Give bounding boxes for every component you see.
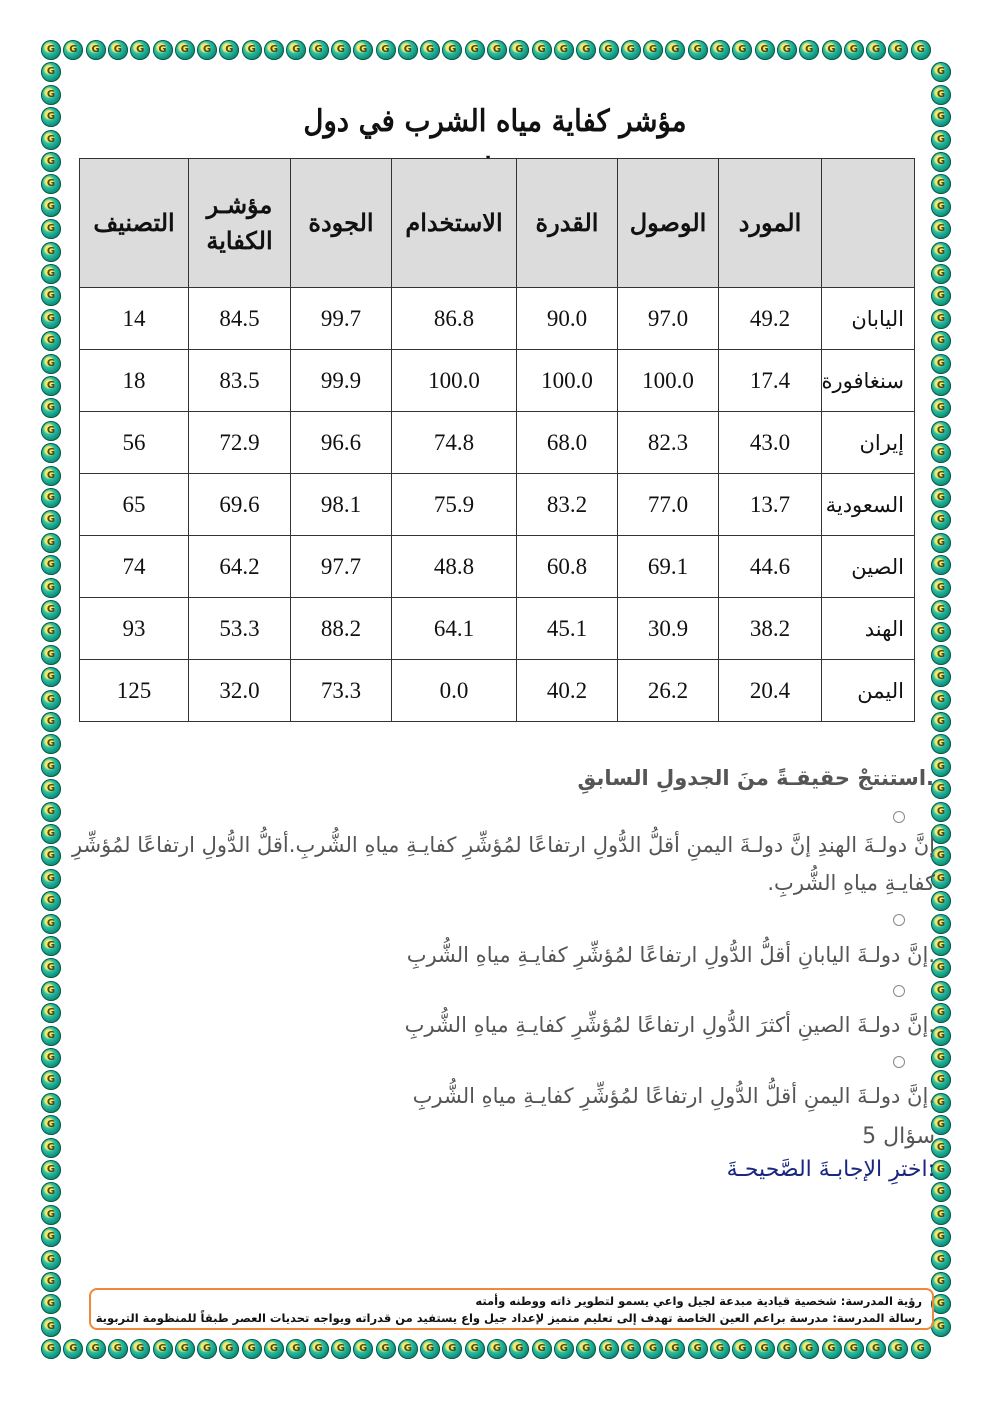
bead-ornament-icon [41,846,61,866]
bead-ornament-icon [41,354,61,374]
country-cell: اليمن [822,660,915,722]
bead-ornament-icon [41,1026,61,1046]
bead-ornament-icon [732,1339,752,1359]
bead-ornament-icon [799,40,819,60]
bead-ornament-icon [665,40,685,60]
value-cell: 74.8 [392,412,517,474]
value-cell: 73.3 [291,660,392,722]
bead-ornament-icon [465,40,485,60]
bead-ornament-icon [41,802,61,822]
option-radio-3[interactable] [893,985,905,997]
country-cell: الصين [822,536,915,598]
value-cell: 100.0 [392,350,517,412]
bead-ornament-icon [688,1339,708,1359]
value-cell: 60.8 [517,536,618,598]
bead-ornament-icon [41,264,61,284]
bead-ornament-icon [509,40,529,60]
value-cell: 64.1 [392,598,517,660]
column-header-sufficiency-index: مؤشـر الكفاية [189,159,291,288]
table-row [80,412,915,474]
bead-ornament-icon [931,690,951,710]
bead-ornament-icon [931,152,951,172]
value-cell: 49.2 [719,288,822,350]
country-cell: اليابان [822,288,915,350]
value-cell: 65 [80,474,189,536]
bead-ornament-icon [931,264,951,284]
bead-ornament-icon [888,1339,908,1359]
value-cell: 18 [80,350,189,412]
bead-ornament-icon [643,1339,663,1359]
bead-ornament-icon [911,40,931,60]
value-cell: 43.0 [719,412,822,474]
bead-ornament-icon [219,40,239,60]
table-row [80,598,915,660]
table-body [80,288,915,722]
bead-ornament-icon [931,1205,951,1225]
bead-ornament-icon [931,107,951,127]
bead-ornament-icon [442,40,462,60]
bead-ornament-icon [866,1339,886,1359]
value-cell: 56 [80,412,189,474]
bead-ornament-icon [866,40,886,60]
value-cell: 69.6 [189,474,291,536]
bead-ornament-icon [710,40,730,60]
bead-ornament-icon [931,533,951,553]
bead-ornament-icon [755,1339,775,1359]
bead-ornament-icon [41,533,61,553]
bead-ornament-icon [931,398,951,418]
bead-ornament-icon [376,1339,396,1359]
table-row [80,350,915,412]
bead-ornament-icon [41,107,61,127]
bead-ornament-icon [931,600,951,620]
bead-ornament-icon [41,488,61,508]
bead-ornament-icon [41,1115,61,1135]
value-cell: 64.2 [189,536,291,598]
bead-ornament-icon [777,40,797,60]
value-cell: 38.2 [719,598,822,660]
bead-ornament-icon [931,466,951,486]
value-cell: 99.7 [291,288,392,350]
column-header-resource: المورد [719,159,822,288]
bead-ornament-icon [41,690,61,710]
bead-ornament-icon [130,1339,150,1359]
value-cell: 30.9 [618,598,719,660]
bead-ornament-icon [41,891,61,911]
country-cell: سنغافورة [822,350,915,412]
bead-ornament-icon [41,779,61,799]
bead-ornament-icon [732,40,752,60]
bead-ornament-icon [931,645,951,665]
bead-ornament-icon [264,1339,284,1359]
value-cell: 97.7 [291,536,392,598]
bead-ornament-icon [286,40,306,60]
bead-ornament-icon [41,757,61,777]
value-cell: 45.1 [517,598,618,660]
bead-ornament-icon [41,331,61,351]
bead-ornament-icon [931,981,951,1001]
bead-ornament-icon [86,1339,106,1359]
bead-ornament-icon [41,734,61,754]
bead-ornament-icon [688,40,708,60]
bead-ornament-icon [599,1339,619,1359]
bead-ornament-icon [487,40,507,60]
bead-ornament-icon [264,40,284,60]
bead-ornament-icon [554,40,574,60]
bead-ornament-icon [41,197,61,217]
bead-ornament-icon [41,174,61,194]
value-cell: 90.0 [517,288,618,350]
page-title: مؤشر كفاية مياه الشرب في دول [303,104,687,139]
bead-ornament-icon [931,1317,951,1337]
bead-ornament-icon [420,1339,440,1359]
bead-ornament-icon [353,40,373,60]
school-vision: رؤية المدرسة: شخصية قيادية مبدعة لجيل واعي يسمو لتطوير ذاته ووطنه وأمته [475,1294,922,1308]
bead-ornament-icon [331,1339,351,1359]
bead-ornament-icon [242,1339,262,1359]
column-header-access: الوصول [618,159,719,288]
bead-ornament-icon [41,1048,61,1068]
value-cell: 72.9 [189,412,291,474]
bead-ornament-icon [931,1250,951,1270]
bead-ornament-icon [931,421,951,441]
value-cell: 13.7 [719,474,822,536]
bead-ornament-icon [487,1339,507,1359]
bead-ornament-icon [175,40,195,60]
value-cell: 26.2 [618,660,719,722]
bead-ornament-icon [153,1339,173,1359]
bead-ornament-icon [822,40,842,60]
bead-ornament-icon [931,174,951,194]
bead-ornament-icon [576,1339,596,1359]
value-cell: 0.0 [392,660,517,722]
bead-ornament-icon [41,1093,61,1113]
bead-ornament-icon [108,1339,128,1359]
bead-ornament-icon [41,1138,61,1158]
bead-ornament-icon [554,1339,574,1359]
bead-ornament-icon [931,197,951,217]
column-header-capacity: القدرة [517,159,618,288]
school-mission: رسالة المدرسة: مدرسة براعم العين الخاصة تهدف إلى تعليم متميز لإعداد جيل واع يستفيد من قدراته ويواجه تحديات العصر طبقاً للمنظومة التربوية [95,1311,922,1325]
bead-ornament-icon [931,354,951,374]
bead-ornament-icon [931,443,951,463]
bead-ornament-icon [41,421,61,441]
answer-option-3[interactable]: .إنَّ دولـةَ الصينِ أكثرَ الدُّولِ ارتفاعًا لمُؤشِّرِ كفايـةِ مياهِ الشُّربِ [404,1013,935,1037]
bead-ornament-icon [41,130,61,150]
bead-ornament-icon [398,40,418,60]
bead-ornament-icon [41,286,61,306]
bead-ornament-icon [86,40,106,60]
bead-ornament-icon [931,309,951,329]
table-header-row [80,159,915,288]
country-cell: الهند [822,598,915,660]
value-cell: 17.4 [719,350,822,412]
value-cell: 53.3 [189,598,291,660]
bead-ornament-icon [931,1272,951,1292]
bead-ornament-icon [108,40,128,60]
bead-ornament-icon [755,40,775,60]
bead-ornament-icon [41,1160,61,1180]
bead-ornament-icon [931,914,951,934]
bead-ornament-icon [41,1272,61,1292]
value-cell: 97.0 [618,288,719,350]
bead-ornament-icon [41,1250,61,1270]
bead-ornament-icon [41,1294,61,1314]
bead-ornament-icon [931,286,951,306]
table-row [80,288,915,350]
bead-ornament-icon [41,981,61,1001]
bead-ornament-icon [41,466,61,486]
bead-ornament-icon [197,40,217,60]
value-cell: 86.8 [392,288,517,350]
water-sufficiency-table [79,158,915,722]
value-cell: 69.1 [618,536,719,598]
bead-ornament-icon [130,40,150,60]
answer-option-2[interactable]: .إنَّ دولـةَ اليابانِ أقلُّ الدُّولِ ارتفاعًا لمُؤشِّرِ كفايـةِ مياهِ الشُّربِ [406,943,935,967]
bead-ornament-icon [41,1227,61,1247]
bead-ornament-icon [931,1227,951,1247]
bead-ornament-icon [931,555,951,575]
country-cell: السعودية [822,474,915,536]
value-cell: 84.5 [189,288,291,350]
value-cell: 74 [80,536,189,598]
bead-ornament-icon [41,936,61,956]
option-radio-4[interactable] [893,1056,905,1068]
column-header-usage: الاستخدام [392,159,517,288]
bead-ornament-icon [41,667,61,687]
bead-ornament-icon [931,622,951,642]
bead-ornament-icon [41,1317,61,1337]
value-cell: 88.2 [291,598,392,660]
bead-ornament-icon [41,712,61,732]
bead-ornament-icon [532,40,552,60]
bead-ornament-icon [41,645,61,665]
school-footer-box [89,1288,934,1330]
table-row [80,660,915,722]
option-radio-2[interactable] [893,914,905,926]
bead-ornament-icon [576,40,596,60]
value-cell: 32.0 [189,660,291,722]
bead-ornament-icon [353,1339,373,1359]
bead-ornament-icon [41,309,61,329]
bead-ornament-icon [286,1339,306,1359]
bead-ornament-icon [465,1339,485,1359]
bead-ornament-icon [41,869,61,889]
bead-ornament-icon [509,1339,529,1359]
bead-ornament-icon [799,1339,819,1359]
bead-ornament-icon [532,1339,552,1359]
bead-ornament-icon [643,40,663,60]
bead-ornament-icon [41,824,61,844]
bead-ornament-icon [41,622,61,642]
bead-ornament-icon [931,85,951,105]
table-row [80,536,915,598]
value-cell: 125 [80,660,189,722]
bead-ornament-icon [844,40,864,60]
bead-ornament-icon [665,1339,685,1359]
value-cell: 98.1 [291,474,392,536]
value-cell: 100.0 [618,350,719,412]
value-cell: 40.2 [517,660,618,722]
bead-ornament-icon [41,1339,61,1359]
column-header-rank: التصنيف [80,159,189,288]
bead-ornament-icon [822,1339,842,1359]
bead-ornament-icon [41,152,61,172]
bead-ornament-icon [41,1003,61,1023]
bead-ornament-icon [931,242,951,262]
bead-ornament-icon [844,1339,864,1359]
answer-option-1[interactable]: إنَّ دولـةَ الهندِ إنَّ دولـةَ اليمنِ أقلُّ الدُّولِ ارتفاعًا لمُؤشِّرِ كفايـةِ مياهِ الشُّربِ.أقلُّ الدُّولِ ارتفاعًا لمُؤشِّرِ كفايـةِ مياهِ الشُّربِ. [71,833,935,895]
bead-ornament-icon [931,62,951,82]
question-instruction: :اخترِ الإجابـةَ الصَّحيحـةَ [726,1157,935,1182]
bead-ornament-icon [41,242,61,262]
value-cell: 83.5 [189,350,291,412]
bead-ornament-icon [931,779,951,799]
bead-ornament-icon [41,958,61,978]
bead-ornament-icon [41,1182,61,1202]
bead-ornament-icon [63,1339,83,1359]
value-cell: 68.0 [517,412,618,474]
value-cell: 93 [80,598,189,660]
value-cell: 48.8 [392,536,517,598]
bead-ornament-icon [41,398,61,418]
value-cell: 77.0 [618,474,719,536]
bead-ornament-icon [888,40,908,60]
bead-ornament-icon [398,1339,418,1359]
question-number: سؤال 5 [862,1124,935,1149]
value-cell: 82.3 [618,412,719,474]
bead-ornament-icon [41,600,61,620]
bead-ornament-icon [931,712,951,732]
bead-ornament-icon [41,914,61,934]
bead-ornament-icon [41,578,61,598]
bead-ornament-icon [376,40,396,60]
bead-ornament-icon [219,1339,239,1359]
value-cell: 44.6 [719,536,822,598]
bead-ornament-icon [911,1339,931,1359]
bead-ornament-icon [309,1339,329,1359]
table-row [80,474,915,536]
bead-ornament-icon [931,1048,951,1068]
bead-ornament-icon [931,510,951,530]
bead-ornament-icon [931,219,951,239]
bead-ornament-icon [931,802,951,822]
question-prompt: .استنتجْ حقيقـةً منَ الجدولِ السابقِ [577,766,934,790]
bead-ornament-icon [621,1339,641,1359]
bead-ornament-icon [931,376,951,396]
bead-ornament-icon [710,1339,730,1359]
column-header-country [822,159,915,288]
bead-ornament-icon [777,1339,797,1359]
value-cell: 75.9 [392,474,517,536]
answer-option-4[interactable]: .إنَّ دولـةَ اليمنِ أقلُّ الدُّولِ ارتفاعًا لمُؤشِّرِ كفايـةِ مياهِ الشُّربِ [412,1084,935,1108]
bead-ornament-icon [931,331,951,351]
bead-ornament-icon [931,1294,951,1314]
bead-ornament-icon [63,40,83,60]
bead-ornament-icon [309,40,329,60]
bead-ornament-icon [41,62,61,82]
bead-ornament-icon [931,488,951,508]
value-cell: 20.4 [719,660,822,722]
bead-ornament-icon [197,1339,217,1359]
bead-ornament-icon [175,1339,195,1359]
value-cell: 96.6 [291,412,392,474]
bead-ornament-icon [931,734,951,754]
bead-ornament-icon [931,667,951,687]
country-cell: إيران [822,412,915,474]
value-cell: 14 [80,288,189,350]
bead-ornament-icon [153,40,173,60]
bead-ornament-icon [931,757,951,777]
bead-ornament-icon [599,40,619,60]
column-header-quality: الجودة [291,159,392,288]
bead-ornament-icon [420,40,440,60]
bead-ornament-icon [41,555,61,575]
bead-ornament-icon [41,376,61,396]
value-cell: 99.9 [291,350,392,412]
bead-ornament-icon [242,40,262,60]
bead-ornament-icon [41,510,61,530]
bead-ornament-icon [41,1205,61,1225]
bead-ornament-icon [41,443,61,463]
bead-ornament-icon [41,40,61,60]
bead-ornament-icon [41,85,61,105]
bead-ornament-icon [621,40,641,60]
bead-ornament-icon [41,219,61,239]
option-radio-1[interactable] [893,811,905,823]
value-cell: 100.0 [517,350,618,412]
bead-ornament-icon [41,1070,61,1090]
bead-ornament-icon [931,578,951,598]
bead-ornament-icon [931,130,951,150]
bead-ornament-icon [331,40,351,60]
value-cell: 83.2 [517,474,618,536]
bead-ornament-icon [442,1339,462,1359]
